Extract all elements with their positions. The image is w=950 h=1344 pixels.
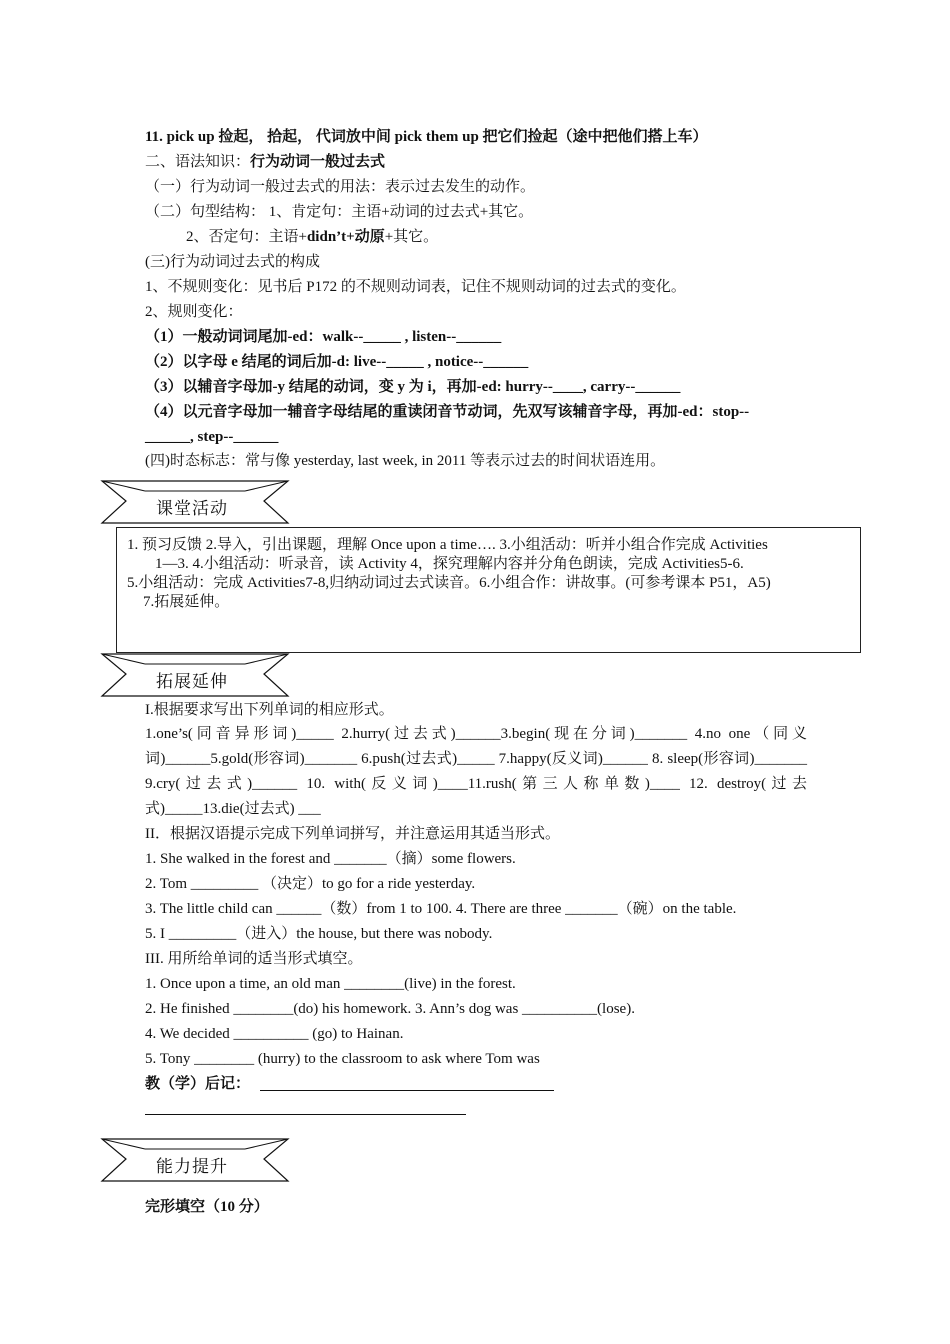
rule-2: （2）以字母 e 结尾的词后加-d: live--_____ , notice--______ [145,354,529,370]
exercise-ii-1: 1. She walked in the forest and _______（摘）some flowers. [145,851,516,867]
usage-line: （一）行为动词一般过去式的用法：表示过去发生的动作。 [145,179,536,195]
exercise-i-body: 1.one’s(同音异形词)_____ 2.hurry(过去式)______3.begin(现在分词)_______ 4.no one（同义词)______5.gold(形容词)_______ 6.push(过去式)_____ 7.happy(反义词)______ 8. sleep(形容词)_______ 9.cry(过去式)______ 10. with(反义词)____11.rush(第三人称单数)____ 12. destroy(过去式)_____13.die(过去式) ___ [145,726,807,817]
banner-title: 能力提升 [156,1157,228,1177]
grammar-heading-label: 二、语法知识： [145,154,251,170]
rule-4: （4）以元音字母加一辅音字母结尾的重读闭音节动词，先双写该辅音字母，再加-ed：stop-- [145,404,750,420]
item-11-pick-up: 11. pick up 捡起， 拾起， 代词放中间 pick them up 把它们捡起（途中把他们搭上车） [145,129,708,145]
exercise-ii-5: 5. I _________（进入）the house, but there was nobody. [145,926,493,942]
banner-ability-improvement [100,1137,290,1185]
rule-4-continued: ______, step--______ [145,429,279,445]
activity-line-2: 1—3. 4.小组活动：听录音，读 Activity 4，探究理解内容并分角色朗读，完成 Activities5-6. [155,556,744,572]
activity-line-3: 5.小组活动：完成 Activities7-8,归纳动词过去式读音。6.小组合作：讲故事。(可参考课本 P51，A5) [127,575,771,591]
grammar-heading-topic: 行为动词一般过去式 [250,154,386,170]
afterword-line-1 [260,1090,554,1091]
banner-title: 课堂活动 [156,499,228,519]
exercise-iii-1: 1. Once upon a time, an old man ________(live) in the forest. [145,976,516,992]
exercise-iii-5: 5. Tony ________ (hurry) to the classroom to ask where Tom was [145,1051,540,1067]
banner-title: 拓展延伸 [156,672,228,692]
time-markers-line: (四)时态标志：常与像 yesterday, last week, in 2011 等表示过去的时间状语连用。 [145,453,666,469]
irregular-rule: 1、不规则变化：见书后 P172 的不规则动词表，记住不规则动词的过去式的变化。 [145,279,686,295]
negative-part-1: 2、否定句：主语+ [186,229,307,245]
exercise-ii-3-4: 3. The little child can ______（数）from 1 to 100. 4. There are three _______（碗）on the table. [145,901,737,917]
afterword-line-2 [145,1114,466,1115]
formation-heading: (三)行为动词过去式的构成 [145,254,320,270]
exercise-ii-2: 2. Tom _________ （决定）to go for a ride yesterday. [145,876,476,892]
exercise-iii-2-3: 2. He finished ________(do) his homework. 3. Ann’s dog was __________(lose). [145,1001,635,1017]
exercise-i-title: I.根据要求写出下列单词的相应形式。 [145,702,394,718]
regular-rule-heading: 2、规则变化： [145,304,243,320]
cloze-heading: 完形填空（10 分） [145,1199,269,1215]
activity-line-4: 7.拓展延伸。 [143,594,230,610]
banner-classroom-activities [100,479,290,527]
activity-line-1: 1. 预习反馈 2.导入，引出课题，理解 Once upon a time…. 3.小组活动：听并小组合作完成 Activities [127,537,768,553]
sentence-structure-line: （二）句型结构： 1、肯定句：主语+动词的过去式+其它。 [145,204,534,220]
grammar-heading [145,153,385,171]
rule-1: （1）一般动词词尾加-ed：walk--_____ , listen--______ [145,329,502,345]
activity-box [116,527,861,653]
exercise-iii-title: III. 用所给单词的适当形式填空。 [145,951,363,967]
exercise-ii-title: II．根据汉语提示完成下列单词拼写，并注意运用其适当形式。 [145,826,560,842]
rule-3: （3）以辅音字母加-y 结尾的动词，变 y 为 i，再加-ed: hurry--____, carry--______ [145,379,681,395]
afterword-label: 教（学）后记： [145,1076,251,1092]
negative-part-3: +其它。 [384,229,439,245]
negative-part-2: didn’t+动原 [306,229,385,245]
banner-extension [100,652,290,700]
exercise-iii-4: 4. We decided __________ (go) to Hainan. [145,1026,404,1042]
negative-sentence-line [186,228,438,246]
